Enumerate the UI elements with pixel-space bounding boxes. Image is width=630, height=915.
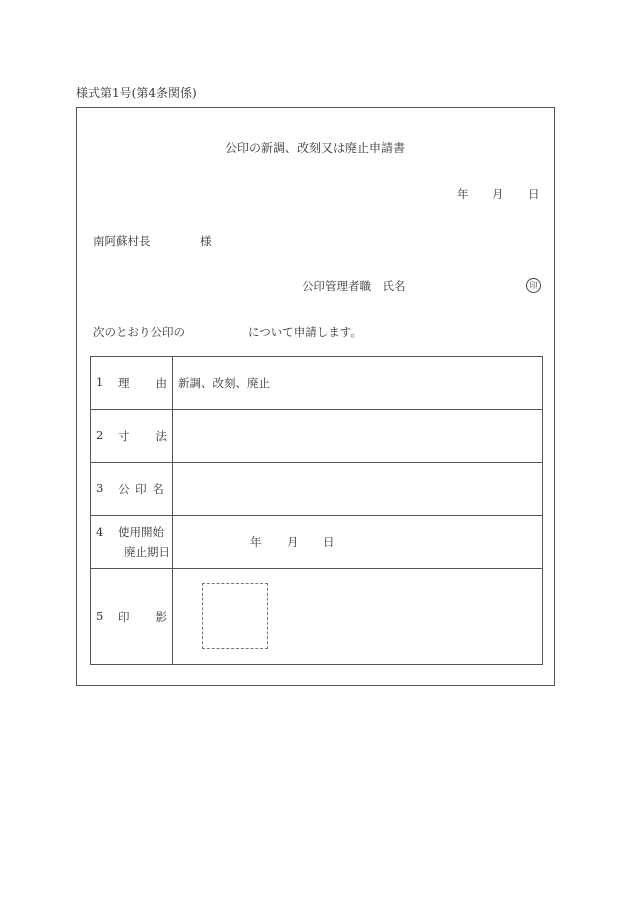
label-line: 廃止期日 (124, 545, 170, 559)
size-value[interactable] (173, 410, 543, 463)
row-label (91, 516, 173, 569)
label-part: 公 印 名 (118, 482, 165, 496)
addressee-name: 南阿蘇村長 (93, 234, 151, 248)
date-day-label: 日 (528, 187, 540, 201)
row-number: 4 (96, 525, 104, 539)
row-label (91, 463, 173, 516)
label-part: 由 (155, 376, 167, 390)
row-number: 1 (96, 375, 104, 389)
label-part: 寸 (118, 429, 130, 443)
impression-value (173, 569, 543, 665)
table-row-reason (91, 357, 543, 410)
row-date-month: 月 (287, 535, 299, 549)
date-month-label: 月 (492, 187, 504, 201)
row-number: 5 (96, 608, 104, 623)
label-part: 印 (118, 609, 130, 624)
label-part: 法 (155, 429, 167, 443)
table-row-size (91, 410, 543, 463)
addressee-honorific: 様 (200, 234, 212, 248)
seal-icon: 印 (526, 278, 541, 293)
row-label (91, 357, 173, 410)
form-number: 様式第1号(第4条関係) (76, 86, 197, 100)
table-row-dates (91, 516, 543, 569)
row-date-day: 日 (323, 535, 335, 549)
reason-value[interactable]: 新調、改刻、廃止 (173, 357, 543, 410)
label-line: 使用開始 (118, 525, 164, 539)
row-number: 3 (96, 481, 104, 495)
stamp-area[interactable] (202, 583, 268, 649)
label-part: 理 (118, 376, 130, 390)
row-label (91, 569, 173, 665)
seal-name-value[interactable] (173, 463, 543, 516)
row-label (91, 410, 173, 463)
statement-part-2: について申請します。 (248, 325, 362, 339)
detail-table (90, 356, 543, 665)
document-title: 公印の新調、改刻又は廃止申請書 (224, 141, 405, 155)
applicant-title-label: 公印管理者職 氏名 (302, 279, 406, 293)
label-part: 影 (155, 609, 167, 624)
dates-value[interactable] (173, 516, 543, 569)
date-year-label: 年 (457, 187, 469, 201)
row-number: 2 (96, 428, 104, 442)
table-row-seal-name (91, 463, 543, 516)
table-row-impression (91, 569, 543, 665)
statement-part-1: 次のとおり公印の (93, 325, 185, 339)
row-date-year: 年 (250, 535, 262, 549)
